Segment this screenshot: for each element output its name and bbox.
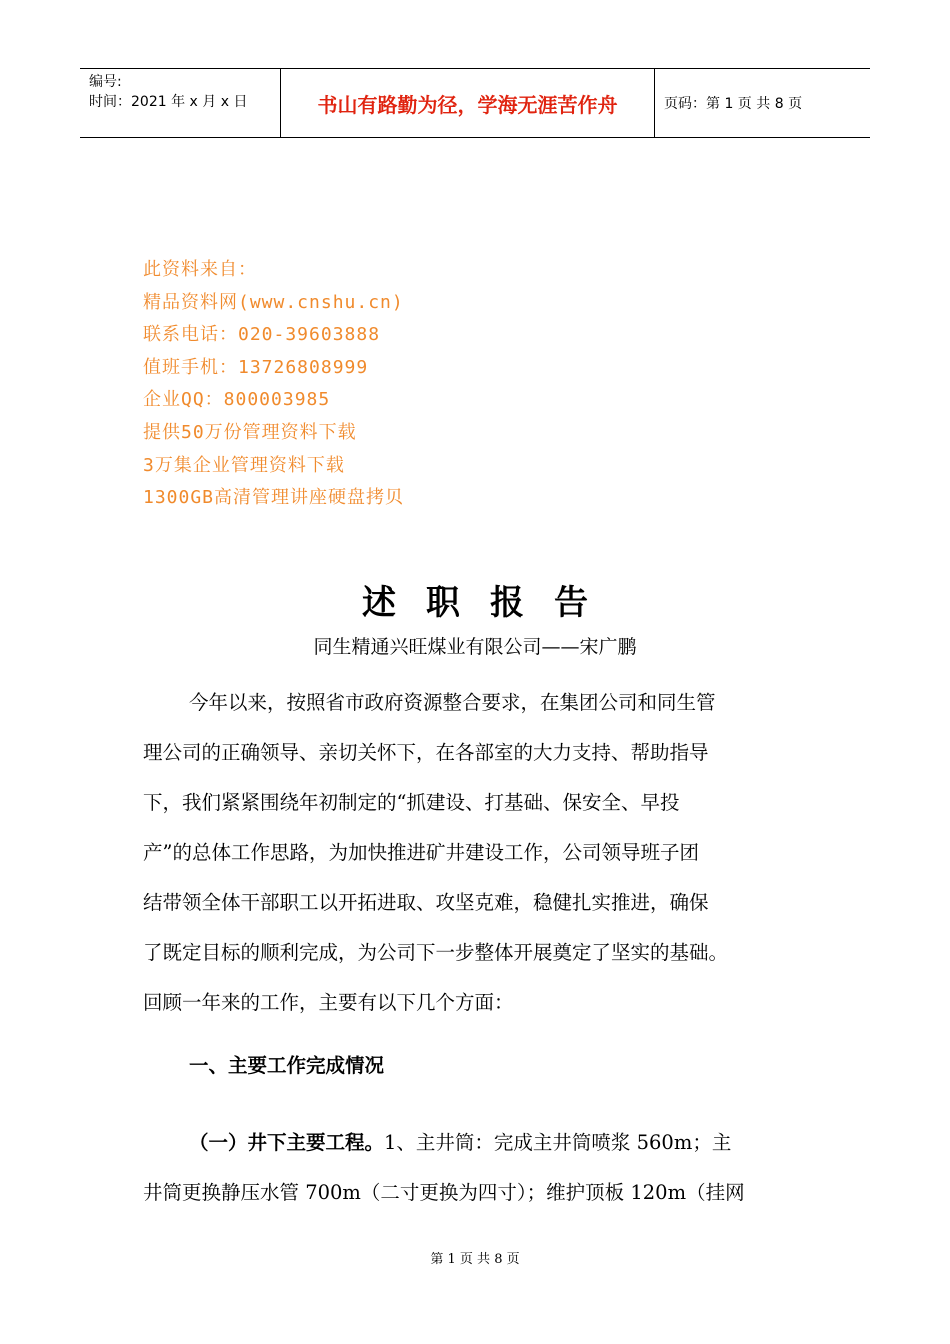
ad-line: 联系电话：020-39603888 [143,324,381,346]
ad-line: 企业QQ：800003985 [143,389,331,411]
paragraph-line: 结带领全体干部职工以开拓进取、攻坚克难，稳健扎实推进，确保 [143,891,709,914]
document-subtitle: 同生精通兴旺煤业有限公司——宋广鹏 [313,636,637,658]
ad-line: 值班手机：13726808999 [143,356,369,378]
paragraph-text: 1、主井筒：完成主井筒喷浆 560m；主 [384,1131,732,1154]
ad-block [143,254,404,515]
ad-line: 3万集企业管理资料下载 [143,454,345,476]
paragraph-line: 今年以来，按照省市政府资源整合要求，在集团公司和同生管 [189,691,716,714]
header-motto: 书山有路勤为径，学海无涯苦作舟 [281,69,655,137]
paragraph-line: 井筒更换静压水管 700m（二寸更换为四寸）；维护顶板 120m（挂网 [143,1181,745,1204]
page-footer: 第 1 页 共 8 页 [430,1252,520,1267]
ad-line: 提供50万份管理资料下载 [143,421,357,443]
paragraph-line: 回顾一年来的工作，主要有以下几个方面： [143,991,514,1014]
paragraph-line [143,1118,815,1168]
section-heading: 一、主要工作完成情况 [189,1054,385,1077]
paragraph-line: 下，我们紧紧围绕年初制定的“抓建设、打基础、保安全、早投 [143,791,680,814]
header-left-cell [80,69,281,137]
subsection-heading: （一）井下主要工程。 [189,1131,385,1154]
ad-line: 此资料来自： [143,259,257,280]
time-label: 时间：2021 年 x 月 x 日 [89,94,248,110]
number-label: 编号: [89,74,122,90]
ad-line: 精品资料网(www.cnshu.cn) [143,291,404,313]
paragraph-line: 理公司的正确领导、亲切关怀下，在各部室的大力支持、帮助指导 [143,741,709,764]
paragraph-line: 了既定目标的顺利完成，为公司下一步整体开展奠定了坚实的基础。 [143,941,729,964]
ad-line: 1300GB高清管理讲座硬盘拷贝 [143,487,405,509]
document-title: 述职报告 [362,583,618,623]
paragraph-line: 产”的总体工作思路，为加快推进矿井建设工作，公司领导班子团 [143,841,699,864]
header-page-info: 页码：第 1 页 共 8 页 [664,96,803,112]
intro-paragraph [143,678,815,1028]
subsection-paragraph [143,1118,815,1218]
header-table [80,68,870,138]
